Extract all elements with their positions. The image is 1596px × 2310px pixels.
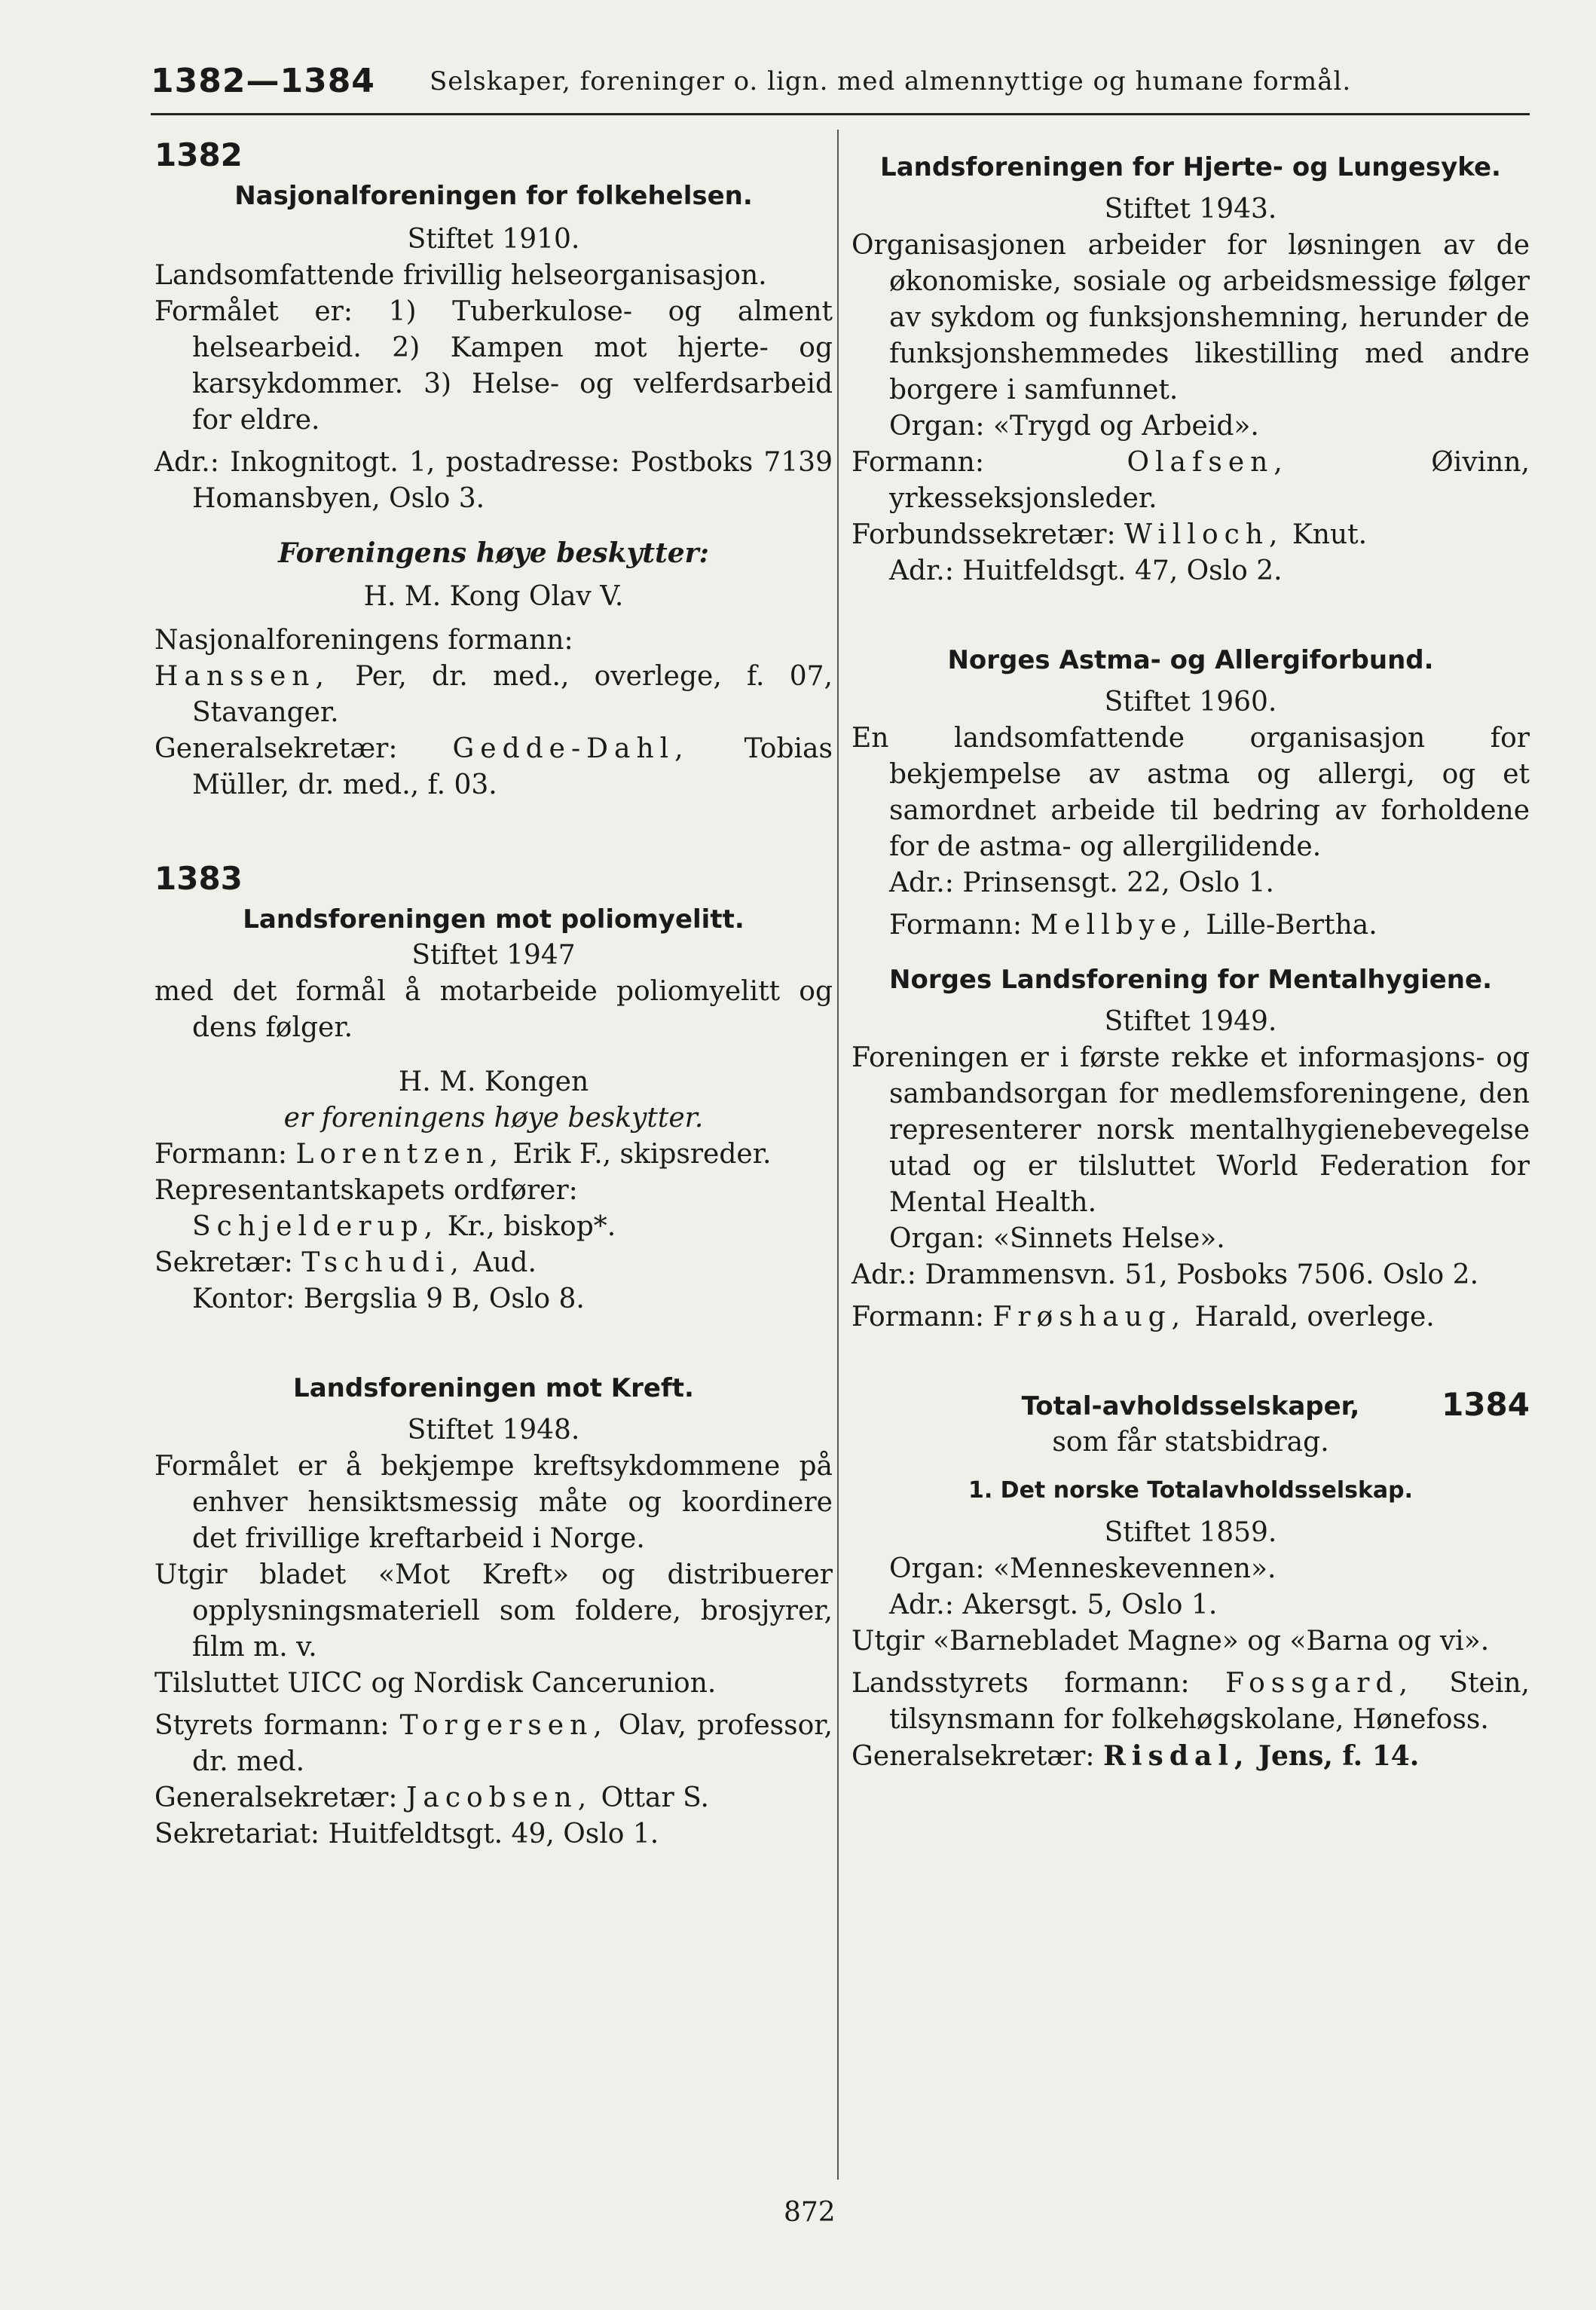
chair-label: Formann:	[889, 910, 1022, 941]
chair-label: Formann:	[154, 1139, 287, 1170]
header-rule	[151, 113, 1530, 115]
header-range: 1382—1384	[151, 62, 375, 100]
address-mental: Adr.: Drammensvn. 51, Posboks 7506. Oslo 2.	[852, 1259, 1479, 1290]
org-title-kreft: Landsforeningen mot Kreft.	[293, 1373, 694, 1403]
chair-name: Hanssen,	[154, 661, 330, 692]
org-title-polio: Landsforeningen mot poliomyelitt.	[243, 904, 744, 935]
gensec-details: Ottar S.	[601, 1782, 709, 1813]
page-number: 872	[784, 2197, 836, 2228]
desc-hjerte: Organisasjonen arbeider for løsningen av de økonomiske, sosiale og arbeidsmessige følger av sykdom og funksjonshemning, herunder de funksjonshemmedes likestilling med andre borgere i samfunnet.	[852, 230, 1530, 405]
org-title-mental: Norges Landsforening for Mentalhygiene.	[889, 965, 1492, 995]
secretariat-address: Huitfeldtsgt. 49, Oslo 1.	[328, 1819, 659, 1850]
chair-details: Lille-Bertha.	[1206, 910, 1377, 941]
desc-astma: En landsomfattende organisasjon for bekjempelse av astma og allergi, og et samordnet arbeide til bedring av forholdene for de astma- og allergilidende.	[852, 723, 1530, 862]
desc-folkehelsen: Landsomfattende frivillig helseorganisasjon.	[154, 260, 767, 291]
gensec-label: Generalsekretær:	[154, 733, 398, 764]
section-number-1384: 1384	[1442, 1386, 1530, 1423]
rep-polio	[154, 1209, 833, 1245]
founded-1943: Stiftet 1943.	[1104, 194, 1277, 225]
rep-label-polio: Representantskapets ordfører:	[154, 1175, 578, 1206]
chair-polio	[154, 1137, 833, 1173]
chair-details: Øivinn, yrkesseksjonsleder.	[889, 447, 1530, 514]
organ-label: Organ:	[889, 1223, 985, 1254]
right-column	[852, 133, 1530, 1775]
address-folkehelsen: Adr.: Inkognitogt. 1, postadresse: Postboks 7139 Homansbyen, Oslo 3.	[154, 447, 833, 514]
section-number-1383: 1383	[154, 860, 243, 897]
gensec-details: Jens, f. 14.	[1258, 1740, 1420, 1772]
publishes-kreft: Utgir bladet «Mot Kreft» og distribuerer opplysningsmateriell som foldere, brosjyrer, film m. v.	[154, 1559, 833, 1663]
chair-label: Formann:	[852, 1302, 984, 1332]
publishes-totalavhold: Utgir «Barnebladet Magne» og «Barna og vi».	[852, 1626, 1490, 1657]
section-number-1382: 1382	[154, 136, 243, 173]
office-address: Bergslia 9 B, Oslo 8.	[303, 1284, 585, 1314]
secretary-name: Tschudi,	[301, 1247, 465, 1278]
organ-label: Organ:	[889, 1553, 985, 1584]
chair-details: Harald, overlege.	[1194, 1302, 1435, 1332]
gensec-name: Jacobsen,	[405, 1782, 593, 1813]
organ-name: «Trygd og Arbeid».	[993, 411, 1259, 442]
org-title-hjerte: Landsforeningen for Hjerte- og Lungesyke.	[880, 152, 1501, 182]
purpose-folkehelsen: Formålet er: 1) Tuberkulose- og alment helsearbeid. 2) Kampen mot hjerte- og karsykdommer. 3) Helse- og velferdsarbeid for eldre.	[154, 296, 833, 436]
chair-folkehelsen	[154, 659, 833, 731]
chair-label-folkehelsen: Nasjonalforeningens formann:	[154, 625, 573, 656]
address-hjerte: Adr.: Huitfeldsgt. 47, Oslo 2.	[889, 555, 1283, 586]
secretary-name: Willoch,	[1124, 519, 1284, 550]
secretary-label: Forbundssekretær:	[852, 519, 1116, 550]
gensec-totalavhold	[852, 1738, 1530, 1775]
organ-name: «Sinnets Helse».	[993, 1223, 1225, 1254]
address-totalavhold: Adr.: Akersgt. 5, Oslo 1.	[889, 1589, 1218, 1620]
chair-details: Olav, professor, dr. med.	[192, 1710, 833, 1777]
patron-folkehelsen: H. M. Kong Olav V.	[363, 581, 624, 612]
chair-astma	[852, 907, 1530, 944]
left-column	[154, 133, 833, 1853]
office-polio	[154, 1281, 833, 1317]
chair-name: Mellbye,	[1030, 910, 1197, 941]
chair-hjerte	[852, 445, 1530, 517]
patron-polio: H. M. Kongen	[398, 1066, 589, 1097]
secretary-polio	[154, 1245, 833, 1281]
gensec-folkehelsen	[154, 731, 833, 803]
founded-1859: Stiftet 1859.	[1104, 1517, 1277, 1548]
gensec-label: Generalsekretær:	[852, 1741, 1095, 1772]
purpose-kreft: Formålet er å bekjempe kreftsykdommene på enhver hensiktsmessig måte og koordinere det frivillige kreftarbeid i Norge.	[154, 1451, 833, 1554]
office-label: Kontor:	[192, 1284, 295, 1314]
chair-totalavhold	[852, 1666, 1530, 1738]
patron-note-polio: er foreningens høye beskytter.	[283, 1103, 704, 1134]
founded-1949: Stiftet 1949.	[1104, 1006, 1277, 1037]
chair-label: Landsstyrets formann:	[852, 1668, 1190, 1699]
section-title-1384: Total-avholdsselskaper,	[1021, 1391, 1360, 1421]
column-divider	[837, 130, 839, 2180]
secretary-hjerte	[852, 517, 1530, 553]
desc-mental: Foreningen er i første rekke et informasjons- og sambandsorgan for medlemsforeningene, den representerer norsk mentalhygienebevegelse utad og er tilsluttet World Federation for Mental Health.	[852, 1042, 1530, 1218]
secretariat-label: Sekretariat:	[154, 1819, 320, 1850]
section-subtitle-1384: som får statsbidrag.	[1052, 1427, 1329, 1458]
founded-1948: Stiftet 1948.	[407, 1415, 580, 1446]
page-header	[151, 62, 1522, 107]
secretary-details: Knut.	[1292, 519, 1368, 550]
organ-hjerte	[852, 408, 1530, 445]
chair-name: Frøshaug,	[992, 1302, 1187, 1332]
organ-name: «Menneskevennen».	[993, 1553, 1276, 1584]
chair-name: Lorentzen,	[295, 1139, 505, 1170]
org-title-astma: Norges Astma- og Allergiforbund.	[947, 645, 1434, 675]
chair-label: Styrets formann:	[154, 1710, 390, 1741]
founded-1910: Stiftet 1910.	[407, 224, 580, 255]
gensec-kreft	[154, 1780, 833, 1816]
founded-1947: Stiftet 1947	[411, 940, 576, 971]
chair-details: Erik F., skipsreder.	[512, 1139, 772, 1170]
chair-details: Stein, tilsynsmann for folkehøgskolane, Hønefoss.	[889, 1668, 1530, 1735]
chair-name: Olafsen,	[1127, 447, 1289, 478]
gensec-name: Gedde-Dahl,	[452, 733, 689, 764]
chair-mental	[852, 1299, 1530, 1336]
organ-mental	[852, 1221, 1530, 1257]
secretary-details: Aud.	[473, 1247, 537, 1278]
chair-label: Formann:	[852, 447, 984, 478]
purpose-polio: med det formål å motarbeide poliomyelitt og dens følger.	[154, 976, 833, 1043]
chair-name: Fossgard,	[1225, 1668, 1414, 1699]
section-1384-heading	[852, 1388, 1530, 1424]
header-title: Selskaper, foreninger o. lign. med almennyttige og humane formål.	[430, 66, 1352, 96]
gensec-name: Risdal,	[1102, 1740, 1250, 1772]
gensec-details: Tobias Müller, dr. med., f. 03.	[192, 733, 833, 800]
chair-kreft	[154, 1708, 833, 1780]
organ-label: Organ:	[889, 411, 985, 442]
affiliated-kreft: Tilsluttet UICC og Nordisk Cancerunion.	[154, 1668, 717, 1699]
item-totalavhold: 1. Det norske Totalavholdsselskap.	[968, 1477, 1414, 1504]
founded-1960: Stiftet 1960.	[1104, 687, 1277, 717]
rep-details: Kr., biskop*.	[447, 1211, 616, 1242]
rep-name: Schjelderup,	[192, 1211, 439, 1242]
address-astma: Adr.: Prinsensgt. 22, Oslo 1.	[889, 867, 1274, 898]
chair-name: Torgersen,	[399, 1710, 608, 1741]
secretary-label: Sekretær:	[154, 1247, 293, 1278]
organ-totalavhold	[852, 1551, 1530, 1587]
org-title-folkehelsen: Nasjonalforeningen for folkehelsen.	[234, 181, 753, 211]
secretariat-kreft	[154, 1816, 833, 1853]
patron-label-folkehelsen: Foreningens høye beskytter:	[278, 537, 709, 569]
chair-details: Per, dr. med., overlege, f. 07, Stavanger.	[192, 661, 833, 728]
gensec-label: Generalsekretær:	[154, 1782, 398, 1813]
